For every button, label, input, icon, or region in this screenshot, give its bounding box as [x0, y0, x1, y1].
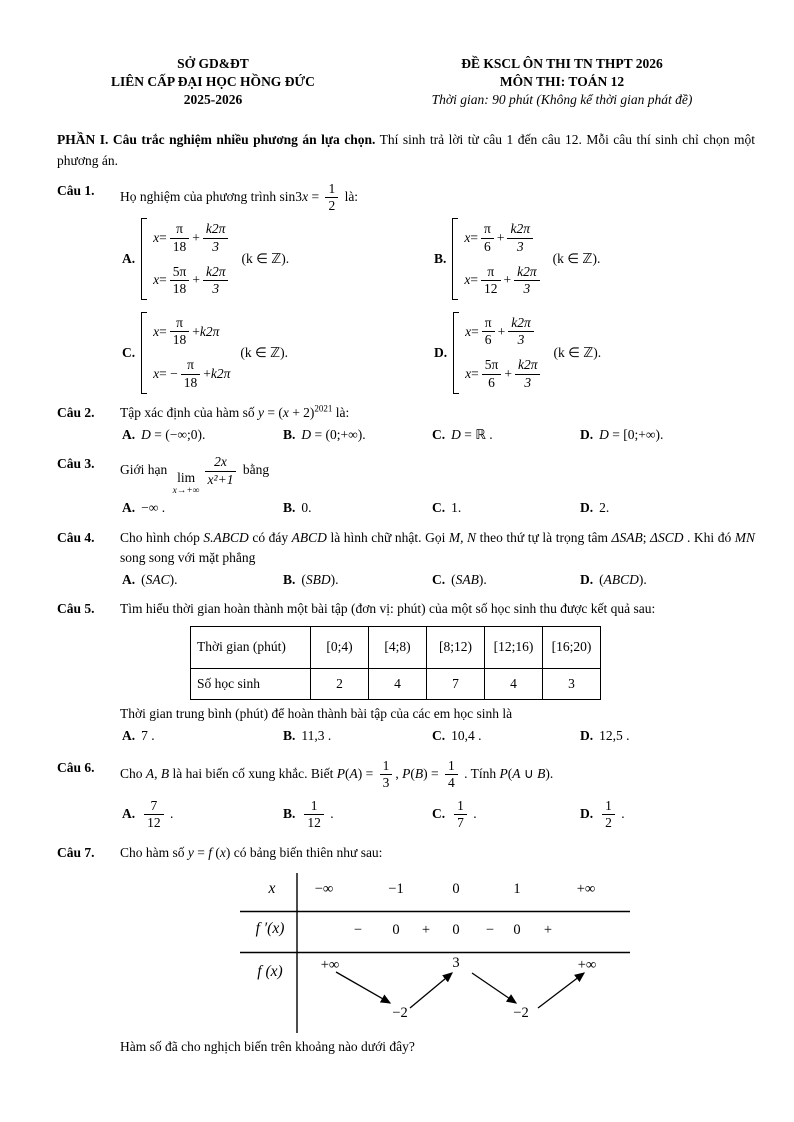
option-2d [580, 425, 755, 445]
option-2d-letter: D. [580, 427, 594, 443]
option-3c [432, 498, 580, 518]
option-4b-letter: B. [283, 572, 296, 588]
option-6d-value: $\frac{1}{2}$ . [599, 798, 625, 831]
arrow-down-icon [472, 973, 516, 1003]
bbt-sign: − [353, 922, 363, 939]
option-6b-value: $\frac{1}{12}$ . [301, 798, 333, 831]
option-6d-letter: D. [580, 806, 594, 822]
bbt-x-value: 0 [452, 881, 460, 898]
exam-subject: MÔN THI: TOÁN 12 [499, 73, 625, 89]
question-2-options [122, 425, 755, 445]
left-bracket-icon [141, 312, 147, 394]
option-2a-value: D = (−∞;0). [141, 427, 206, 443]
part1-instructions [57, 130, 755, 171]
option-6b [283, 798, 432, 831]
option-1c-condition: (k ∈ ℤ). [240, 344, 289, 360]
table-count-5: 3 [543, 668, 601, 699]
option-5a-value: 7 . [141, 727, 155, 743]
option-4c [432, 570, 580, 590]
table-header-time: Thời gian (phút) [191, 626, 311, 668]
table-count-3: 7 [427, 668, 485, 699]
bbt-f-label: f (x) [257, 963, 283, 981]
question-6-options [122, 798, 755, 831]
option-1c-letter: C. [122, 344, 136, 360]
option-5b-letter: B. [283, 727, 296, 743]
option-1a-condition: (k ∈ ℤ). [241, 251, 290, 267]
department-name: SỞ GD&ĐT [177, 56, 249, 71]
option-1d-system [453, 312, 601, 394]
option-1a-system [141, 218, 289, 300]
option-1b-system [452, 218, 600, 300]
option-3b-letter: B. [283, 500, 296, 516]
bbt-x-value: −∞ [314, 881, 334, 898]
option-1c-system [141, 312, 288, 394]
question-7-label: Câu 7. [57, 844, 95, 860]
question-1-options-row-cd [122, 312, 755, 394]
option-1d-letter: D. [434, 344, 448, 360]
part1-title: PHẦN I. Câu trắc nghiệm nhiều phương án lựa chọn. [57, 132, 376, 148]
option-3b-value: 0. [301, 500, 312, 516]
bbt-x-value: 1 [513, 881, 521, 898]
question-6-label: Câu 6. [57, 760, 95, 776]
option-1a-letter: A. [122, 251, 136, 267]
option-5a [122, 726, 283, 746]
exam-title: ĐỀ KSCL ÔN THI TN THPT 2026 [461, 56, 663, 71]
arrow-down-icon [336, 972, 390, 1003]
bbt-x-value: −1 [388, 881, 404, 898]
bbt-x-label: x [268, 880, 276, 898]
option-6a-value: $\frac{7}{12}$ . [141, 798, 173, 831]
option-5c-letter: C. [432, 727, 446, 743]
question-5-options [122, 726, 755, 746]
question-7-subtext: Hàm số đã cho nghịch biến trên khoảng nào dưới đây? [120, 1039, 415, 1055]
exam-header [57, 55, 755, 108]
bbt-f-value: 3 [452, 955, 460, 972]
question-1-options-row-ab [122, 218, 755, 300]
option-1c [122, 312, 434, 394]
option-5a-letter: A. [122, 727, 136, 743]
option-5d-letter: D. [580, 727, 594, 743]
question-3-label: Câu 3. [57, 456, 95, 472]
school-name: LIÊN CẤP ĐẠI HỌC HỒNG ĐỨC [111, 73, 315, 89]
question-5-text: Tìm hiểu thời gian hoàn thành một bài tập (đơn vị: phút) của một số học sinh thu được kết quả sau: [120, 601, 656, 617]
table-interval-3: [8;12) [427, 626, 485, 668]
option-4a [122, 570, 283, 590]
question-2 [57, 403, 755, 423]
option-6d [580, 798, 755, 831]
bbt-fprime-label: f ′(x) [255, 920, 285, 938]
left-bracket-icon [141, 218, 147, 300]
option-4d-letter: D. [580, 572, 594, 588]
table-row-time [191, 626, 601, 668]
school-year: 2025-2026 [183, 91, 243, 107]
table-row-count [191, 668, 601, 699]
question-7-text: Cho hàm số y = f (x) có bảng biến thiên như sau: [120, 844, 383, 860]
arrow-up-icon [538, 973, 584, 1008]
question-4-text: Cho hình chóp S.ABCD có đáy ABCD là hình chữ nhật. Gọi M, N theo thứ tự là trọng tâm ΔSAB; ΔSCD . Khi đó MN song song với mặt phẳng [120, 529, 756, 565]
bbt-f-value: +∞ [320, 957, 340, 974]
left-bracket-icon [452, 218, 458, 300]
option-2a [122, 425, 283, 445]
variation-table [240, 871, 632, 1035]
option-1c-eq1: x = $\frac{\pi}{18}$ + k2π [153, 315, 220, 348]
bbt-x-value: +∞ [576, 881, 596, 898]
question-4-label: Câu 4. [57, 529, 95, 545]
option-6a-letter: A. [122, 806, 136, 822]
table-interval-1: [0;4) [311, 626, 369, 668]
option-6c-value: $\frac{1}{7}$ . [451, 798, 477, 831]
header-right-block [369, 55, 755, 108]
bbt-sign: 0 [513, 922, 521, 939]
left-bracket-icon [453, 312, 459, 394]
option-1d-condition: (k ∈ ℤ). [553, 344, 602, 360]
table-count-4: 4 [485, 668, 543, 699]
option-3d-value: 2. [599, 500, 610, 516]
option-1d-eq2: x = $\frac{5\pi}{6}$ + $\frac{k2\pi}{3}$ [465, 357, 543, 390]
variation-table-grid [240, 871, 632, 1035]
bbt-sign: − [485, 922, 495, 939]
bbt-f-value: +∞ [577, 957, 597, 974]
option-6b-letter: B. [283, 806, 296, 822]
option-1d [434, 312, 755, 394]
question-6 [57, 758, 755, 791]
option-2a-letter: A. [122, 427, 136, 443]
question-1-label: Câu 1. [57, 182, 95, 198]
option-6c [432, 798, 580, 831]
option-5d-value: 12,5 . [599, 727, 630, 743]
table-count-1: 2 [311, 668, 369, 699]
option-1b-condition: (k ∈ ℤ). [552, 251, 601, 267]
question-1 [57, 181, 755, 214]
table-count-2: 4 [369, 668, 427, 699]
option-5d [580, 726, 755, 746]
option-1d-eq1: x = $\frac{\pi}{6}$ + $\frac{k2\pi}{3}$ [465, 315, 543, 348]
option-3a-value: −∞ . [141, 500, 166, 516]
option-2c-letter: C. [432, 427, 446, 443]
question-3-text: Giới hạn lim x→+∞ $\frac{2x}{\text{x²+1}}$ bằng [120, 454, 270, 496]
option-3d-letter: D. [580, 500, 594, 516]
option-1a [122, 218, 434, 300]
question-2-label: Câu 2. [57, 404, 95, 420]
option-3d [580, 498, 755, 518]
frequency-table [190, 626, 601, 700]
bbt-sign: + [543, 922, 553, 939]
option-2c-value: D = ℝ . [451, 427, 493, 443]
option-1b-letter: B. [434, 251, 447, 267]
option-2b-letter: B. [283, 427, 296, 443]
option-4a-letter: A. [122, 572, 136, 588]
option-3c-value: 1. [451, 500, 462, 516]
option-2b-value: D = (0;+∞). [301, 427, 366, 443]
part1-note: Thí sinh trả lời từ câu 1 đến câu 12. Mỗi câu thí sinh chỉ chọn một phương án. [57, 132, 755, 168]
option-1b-eq1: x = $\frac{\pi}{6}$ + $\frac{k2\pi}{3}$ [464, 221, 542, 254]
question-2-text: Tập xác định của hàm số $y = (x + 2)^{2021}$ là: [120, 403, 350, 420]
bbt-sign: 0 [392, 922, 400, 939]
option-6c-letter: C. [432, 806, 446, 822]
bbt-f-value: −2 [392, 1005, 408, 1022]
option-4c-letter: C. [432, 572, 446, 588]
table-interval-5: [16;20) [543, 626, 601, 668]
option-5b [283, 726, 432, 746]
option-3a [122, 498, 283, 518]
bbt-f-value: −2 [513, 1005, 529, 1022]
question-7 [57, 843, 755, 863]
option-3a-letter: A. [122, 500, 136, 516]
question-4 [57, 528, 755, 569]
question-6-text: Cho A, B là hai biến cố xung khắc. Biết P(A) = $\frac{1}{3}$ , P(B) = $\frac{1}{4}$ . Tính P(A ∪ B). [120, 758, 554, 791]
option-1a-eq2: x = $\frac{5\pi}{18}$ + $\frac{k2\pi}{3}$ [153, 264, 231, 297]
table-interval-2: [4;8) [369, 626, 427, 668]
option-2c [432, 425, 580, 445]
option-1a-eq1: x = $\frac{\pi}{18}$ + $\frac{k2\pi}{3}$ [153, 221, 231, 254]
question-3-options [122, 498, 755, 518]
option-4d [580, 570, 755, 590]
option-4a-value: (SAC). [141, 572, 178, 588]
arrow-up-icon [410, 973, 452, 1008]
question-5-label: Câu 5. [57, 601, 95, 617]
question-3 [57, 454, 755, 496]
option-5c [432, 726, 580, 746]
option-1b-eq2: x = $\frac{\pi}{12}$ + $\frac{k2\pi}{3}$ [464, 264, 542, 297]
option-3c-letter: C. [432, 500, 446, 516]
option-2d-value: D = [0;+∞). [599, 427, 664, 443]
option-5c-value: 10,4 . [451, 727, 482, 743]
exam-duration: Thời gian: 90 phút (Không kể thời gian phát đề) [431, 91, 693, 107]
option-5b-value: 11,3 . [301, 727, 332, 743]
option-1c-eq2: x = − $\frac{\pi}{18}$ + k2π [153, 357, 231, 390]
option-3b [283, 498, 432, 518]
option-4d-value: (ABCD). [599, 572, 647, 588]
header-left-block [57, 55, 369, 108]
question-5 [57, 599, 755, 619]
option-4b-value: (SBD). [301, 572, 339, 588]
question-4-options [122, 570, 755, 590]
table-header-count: Số học sinh [191, 668, 311, 699]
option-4b [283, 570, 432, 590]
question-1-text: Họ nghiệm của phương trình sin3x = $\frac{1}{2}$ là: [120, 180, 359, 214]
bbt-sign: + [421, 922, 431, 939]
option-6a [122, 798, 283, 831]
option-4c-value: (SAB). [451, 572, 487, 588]
question-5-subtext: Thời gian trung bình (phút) để hoàn thành bài tập của các em học sinh là [120, 705, 513, 721]
option-1b [434, 218, 755, 300]
table-interval-4: [12;16) [485, 626, 543, 668]
option-2b [283, 425, 432, 445]
bbt-sign: 0 [452, 922, 460, 939]
